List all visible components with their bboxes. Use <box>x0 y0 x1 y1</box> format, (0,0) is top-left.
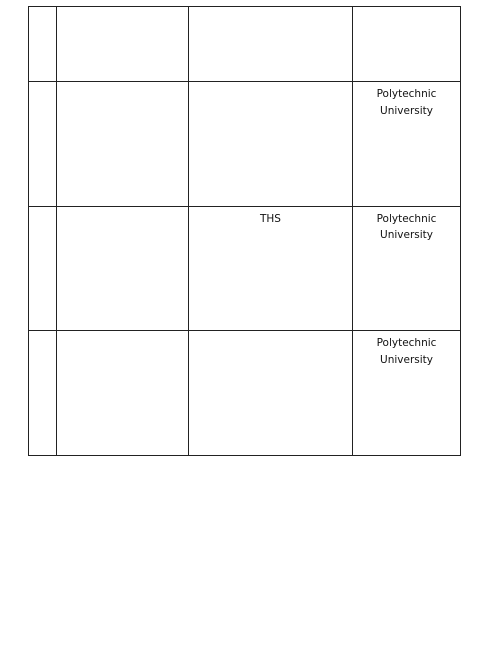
post-title-cell-line <box>62 335 183 352</box>
qualification-cell-line <box>194 103 347 120</box>
post-title-cell-line <box>62 103 183 120</box>
post-title-cell-line <box>62 11 183 28</box>
qualification-cell-line <box>194 119 347 136</box>
row-number-cell-line <box>34 335 51 352</box>
institution-cell <box>353 82 461 207</box>
row-number-cell-line <box>34 211 51 228</box>
institution-cell-line <box>358 368 455 385</box>
institution-cell-line: Polytechnic <box>376 88 437 100</box>
institution-cell-line <box>358 260 455 277</box>
institution-cell-line <box>358 385 455 402</box>
post-title-cell <box>57 7 189 82</box>
institution-cell-line <box>358 11 455 28</box>
qualification-cell-line <box>194 335 347 352</box>
institution-cell-line: University <box>380 229 433 241</box>
institution-cell-line <box>358 401 455 418</box>
row-number-cell-line <box>34 86 51 103</box>
qualification-cell <box>189 206 353 331</box>
applicant-section <box>28 424 458 448</box>
job-vacancy-table <box>28 6 461 456</box>
institution-cell-line <box>358 61 455 78</box>
institution-cell-line <box>358 136 455 153</box>
qualification-cell-line <box>194 11 347 28</box>
post-title-cell-line <box>62 211 183 228</box>
post-title-cell <box>57 206 189 331</box>
post-title-cell-line <box>62 86 183 103</box>
post-title-cell-line <box>62 227 183 244</box>
institution-cell-line: University <box>380 353 433 366</box>
institution-cell-line <box>358 293 455 310</box>
table-row <box>29 82 461 207</box>
qualification-cell-line: THS <box>260 212 281 225</box>
institution-cell-line <box>358 169 455 186</box>
institution-cell-line <box>358 310 455 327</box>
institution-cell-line <box>358 119 455 136</box>
post-title-cell-line <box>62 244 183 261</box>
row-number-cell-line <box>34 11 51 28</box>
post-title-cell-line <box>62 368 183 385</box>
institution-cell-line: Polytechnic <box>376 337 437 349</box>
row-number-cell <box>29 7 57 82</box>
institution-cell <box>353 206 461 331</box>
institution-cell-line <box>358 244 455 261</box>
post-title-cell-line <box>62 119 183 136</box>
institution-cell-line: University <box>380 104 433 117</box>
institution-cell-line <box>358 277 455 294</box>
row-number-cell <box>29 82 57 207</box>
row-number-cell <box>29 206 57 331</box>
institution-cell-line <box>358 185 455 202</box>
table-body <box>29 7 461 456</box>
qualification-cell-line <box>194 352 347 369</box>
institution-cell-line <box>358 28 455 45</box>
institution-cell-line: Polytechnic <box>376 212 437 225</box>
post-title-cell <box>57 82 189 207</box>
post-title-cell-line <box>62 352 183 369</box>
table-row <box>29 7 461 82</box>
institution-cell <box>353 7 461 82</box>
institution-cell-line <box>358 44 455 61</box>
section-heading <box>28 424 458 446</box>
institution-cell-line <box>358 152 455 169</box>
qualification-cell <box>189 82 353 207</box>
table-row <box>29 206 461 331</box>
qualification-cell-line <box>194 86 347 103</box>
qualification-cell <box>189 7 353 82</box>
